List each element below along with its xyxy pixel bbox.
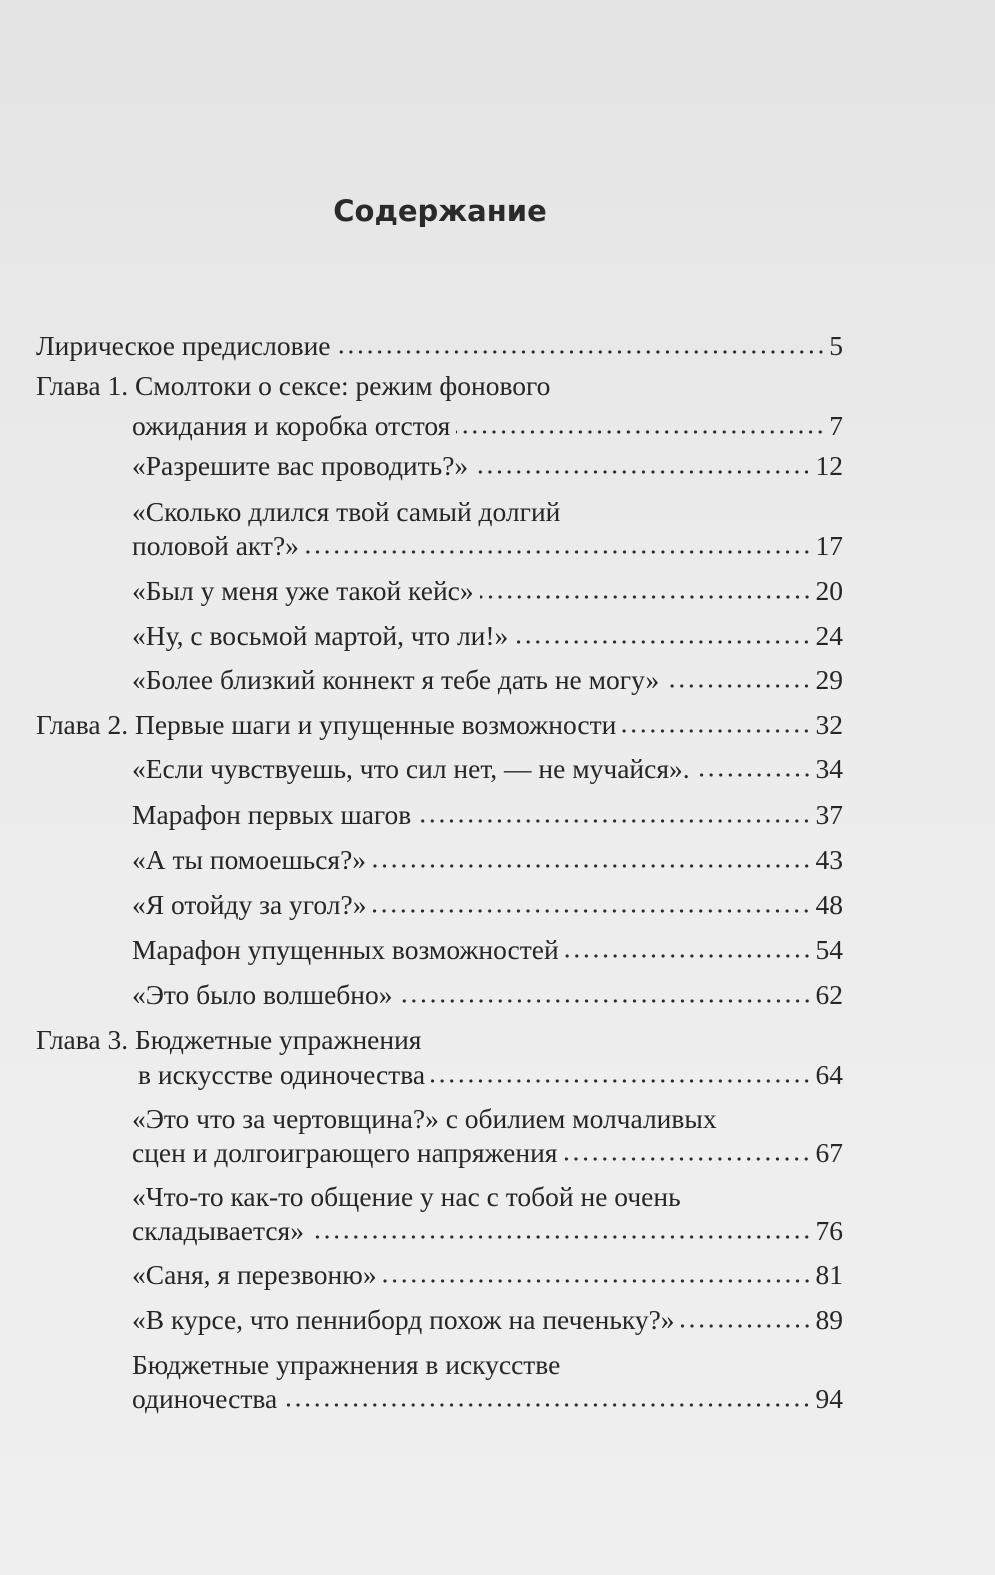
toc-entry-title: «Сколько длился твой самый долгий — [132, 496, 561, 527]
toc-entry-line — [36, 327, 843, 365]
toc-entry-title: Бюджетные упражнения в искусстве — [132, 1349, 561, 1380]
dot-leader — [622, 728, 811, 734]
toc-entry-line — [132, 617, 843, 655]
toc-entry-line — [132, 447, 843, 485]
dot-leader — [431, 1078, 811, 1084]
toc-page-number: 81 — [815, 1259, 843, 1290]
toc-entry-line — [132, 1301, 843, 1339]
toc-entry-title: «А ты помоешься?» — [132, 844, 367, 875]
dot-leader — [283, 1402, 811, 1408]
dot-leader — [310, 1234, 812, 1240]
toc-entry-title: Глава 3. Бюджетные упражнения — [36, 1024, 422, 1055]
toc-page-number: 20 — [815, 575, 843, 606]
toc-entry-line — [132, 1178, 681, 1216]
toc-page-number: 12 — [815, 450, 843, 481]
toc-page-number: 34 — [815, 753, 843, 784]
toc-entry-title: «Более близкий коннект я тебе дать не могу» — [132, 664, 660, 695]
toc-entry-title: Глава 2. Первые шаги и упущенные возможности — [36, 709, 617, 740]
toc-entry-title: половой акт?» — [132, 530, 299, 561]
toc-entry-title: Марафон первых шагов — [132, 799, 412, 830]
toc-entry-line — [132, 931, 843, 969]
toc-entry-line — [36, 1021, 421, 1059]
toc-page-number: 64 — [815, 1059, 843, 1090]
toc-entry-line — [132, 661, 843, 699]
toc-entry-line — [132, 1212, 843, 1250]
dot-leader — [514, 639, 811, 645]
toc-entry-title: складывается» — [132, 1215, 304, 1246]
toc-page-number: 43 — [815, 844, 843, 875]
dot-leader — [696, 772, 812, 778]
dot-leader — [399, 998, 812, 1004]
dot-leader — [681, 1323, 812, 1329]
toc-entry-title: «Если чувствуешь, что сил нет, — не мучайся». — [132, 753, 690, 784]
dot-leader — [563, 1156, 811, 1162]
toc-entry-title: Марафон упущенных возможностей — [132, 934, 559, 965]
toc-page-number: 5 — [829, 330, 843, 361]
toc-entry-line — [132, 750, 843, 788]
toc-entry-line — [132, 493, 560, 531]
dot-leader — [480, 594, 812, 600]
toc-entry-line — [132, 527, 843, 565]
toc-entry-line — [132, 1346, 560, 1384]
toc-entry-title: «Я отойду за угол?» — [132, 889, 367, 920]
toc-page-number: 17 — [815, 530, 843, 561]
dot-leader — [372, 908, 811, 914]
toc-entry-title: «Это что за чертовщина?» с обилием молчаливых — [132, 1103, 717, 1134]
dot-leader — [665, 683, 811, 689]
dot-leader — [383, 1278, 812, 1284]
toc-page-number: 24 — [815, 620, 843, 651]
toc-page-number: 7 — [829, 410, 843, 441]
toc-page-number: 94 — [815, 1383, 843, 1414]
toc-entry-line — [132, 841, 843, 879]
toc-entry-line — [132, 1100, 717, 1138]
toc-entry-line — [36, 706, 843, 744]
page-title: Содержание — [333, 194, 547, 228]
toc-entry-title: ожидания и коробка отстоя — [132, 410, 451, 441]
toc-entry-title: в искусстве одиночества — [138, 1059, 426, 1090]
dot-leader — [565, 953, 812, 959]
dot-leader — [417, 818, 811, 824]
toc-entry-title: «Был у меня уже такой кейс» — [132, 575, 474, 606]
toc-entry-title: сцен и долгоиграющего напряжения — [132, 1137, 558, 1168]
toc-page-number: 29 — [815, 664, 843, 695]
toc-entry-title: Лирическое предисловие — [36, 330, 331, 361]
toc-page-number: 48 — [815, 889, 843, 920]
toc-page-number: 54 — [815, 934, 843, 965]
dot-leader — [305, 549, 812, 555]
toc-page-number: 62 — [815, 979, 843, 1010]
toc-entry-line — [132, 886, 843, 924]
dot-leader — [337, 349, 826, 355]
toc-entry-title: «Ну, с восьмой мартой, что ли!» — [132, 620, 509, 651]
toc-entry-title: «Что-то как-то общение у нас с тобой не очень — [132, 1181, 681, 1212]
toc-entry-line — [132, 1380, 843, 1418]
toc-page-number: 37 — [815, 799, 843, 830]
toc-page-number: 76 — [815, 1215, 843, 1246]
toc-page-number: 32 — [815, 709, 843, 740]
toc-entry-title: «Разрешите вас проводить?» — [132, 450, 469, 481]
toc-entry-title: «Это было волшебно» — [132, 979, 393, 1010]
dot-leader — [474, 469, 811, 475]
toc-entry-line — [132, 1256, 843, 1294]
toc-entry-line — [36, 367, 550, 405]
toc-entry-line — [132, 407, 843, 445]
toc-entry-line — [132, 796, 843, 834]
toc-entry-title: «В курсе, что пенниборд похож на печеньку?» — [132, 1304, 675, 1335]
toc-entry-line — [132, 1134, 843, 1172]
toc-page-number: 67 — [815, 1137, 843, 1168]
toc-entry-title: одиночества — [132, 1383, 278, 1414]
dot-leader — [456, 429, 825, 435]
dot-leader — [372, 863, 811, 869]
toc-entry-line — [132, 976, 843, 1014]
toc-page-number: 89 — [815, 1304, 843, 1335]
toc-entry-line — [132, 572, 843, 610]
toc-entry-line — [138, 1056, 843, 1094]
toc-entry-title: Глава 1. Смолтоки о сексе: режим фонового — [36, 370, 551, 401]
toc-entry-title: «Саня, я перезвоню» — [132, 1259, 377, 1290]
